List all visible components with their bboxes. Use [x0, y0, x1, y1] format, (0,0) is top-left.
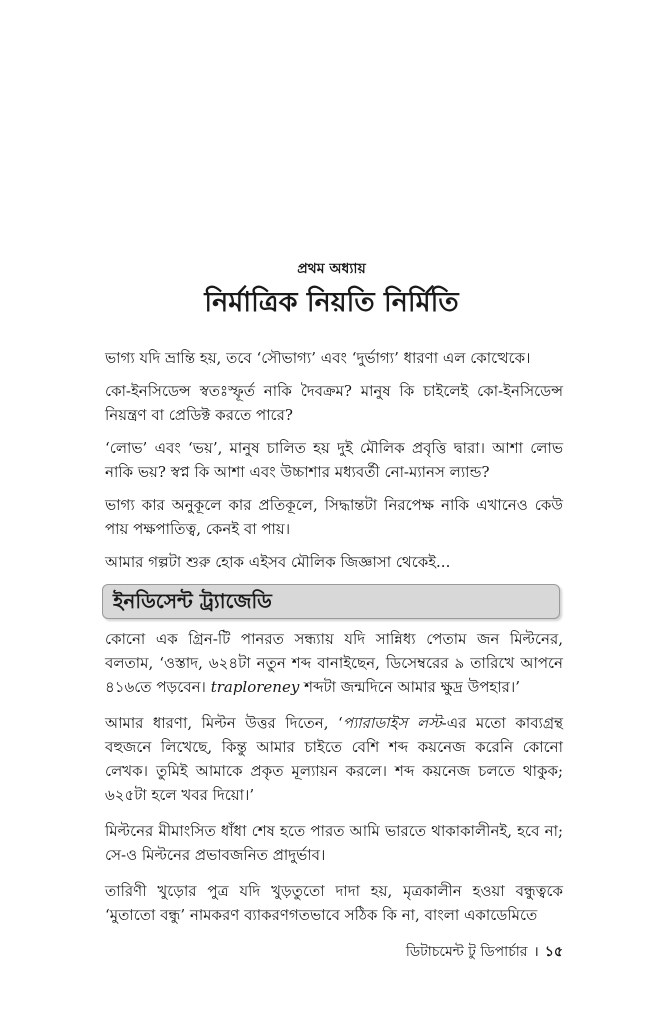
paragraph-text: -এর মতো কাব্যগ্রন্থ বহুজনে লিখেছে, কিন্তু আমার চাইতে বেশি শব্দ কয়নেজ করেনি কোনো লেখক। তুমিই আমাকে প্রকৃত মূল্যায়ন করলে। শব্দ কয়নেজ চলতে থাকুক; ৬২৫টা হলে খবর দিয়ো।’: [105, 714, 563, 804]
italic-word: traploreney: [210, 678, 300, 696]
paragraph-text: আমার ধারণা, মিল্টন উত্তর দিতেন, ‘: [105, 714, 343, 732]
body-paragraph: [105, 711, 563, 807]
intro-paragraph: ‘লোভ’ এবং ‘ভয়’, মানুষ চালিত হয় দুই মৌলিক প্রবৃত্তি দ্বারা। আশা লোভ নাকি ভয়? স্বপ্ন কি আশা এবং উচ্চাশার মধ্যবর্তী নো-ম্যানস ল্যান্ড?: [105, 439, 563, 481]
body-paragraph: [105, 627, 563, 699]
paragraph-text: শব্দটা জন্মদিনে আমার ক্ষুদ্র উপহার।’: [299, 678, 521, 696]
section-heading: ইনডিসেন্ট ট্র্যাজেডি: [102, 584, 560, 619]
intro-paragraph: আমার গল্পটা শুরু হোক এইসব মৌলিক জিজ্ঞাসা থেকেই...: [105, 553, 451, 571]
page-number: ১৫: [544, 944, 563, 960]
body-paragraph: তারিণী খুড়োর পুত্র যদি খুড়তুতো দাদা হয়, মৃত্রকালীন হওয়া বন্ধুত্বকে ‘মুতাতো বন্ধু’ নামকরণ ব্যাকরণগতভাবে সঠিক কি না, বাংলা একাডেমিতে: [105, 882, 563, 924]
intro-questions: [105, 346, 563, 583]
footer-separator: ।: [533, 944, 539, 960]
body-paragraph: মিল্টনের মীমাংসিত ধাঁধা শেষ হতে পারত আমি ভারতে থাকাকালীনই, হবে না; সে-ও মিল্টনের প্রভাবজনিত প্রাদুর্ভাব।: [105, 822, 563, 864]
chapter-label: প্রথম অধ্যায়: [297, 261, 366, 277]
section-body: [105, 627, 563, 939]
page-footer: [406, 940, 563, 964]
intro-paragraph: ভাগ্য যদি ভ্রান্তি হয়, তবে ‘সৌভাগ্য’ এবং ‘দুর্ভাগ্য’ ধারণা এল কোত্থেকে।: [105, 349, 531, 367]
intro-paragraph: ভাগ্য কার অনুকূলে কার প্রতিকূলে, সিদ্ধান্তটা নিরপেক্ষ নাকি এখানেও কেউ পায় পক্ষপাতিত্ব, কেনই বা পায়।: [105, 496, 563, 538]
paragraph-text: কোনো এক গ্রিন-টি পানরত সন্ধ্যায় যদি সান্নিধ্য পেতাম জন মিল্টনের, বলতাম, ‘ওস্তাদ, ৬২৪টা নতুন শব্দ বানাইছেন, ডিসেম্বরের ৯ তারিখে আপনে ৪১৬তে পড়বেন।: [105, 630, 563, 696]
intro-paragraph: কো-ইনসিডেন্স স্বতঃস্ফূর্ত নাকি দৈবক্রম? মানুষ কি চাইলেই কো-ইনসিডেন্স নিয়ন্ত্রণ বা প্রেডিক্ট করতে পারে?: [105, 382, 563, 424]
chapter-title: নির্মাত্রিক নিয়তি নির্মিতি: [204, 287, 459, 318]
book-title-italic: প্যারাডাইস লস্ট: [342, 714, 442, 732]
running-book-title: ডিটাচমেন্ট টু ডিপার্চার: [405, 944, 528, 960]
